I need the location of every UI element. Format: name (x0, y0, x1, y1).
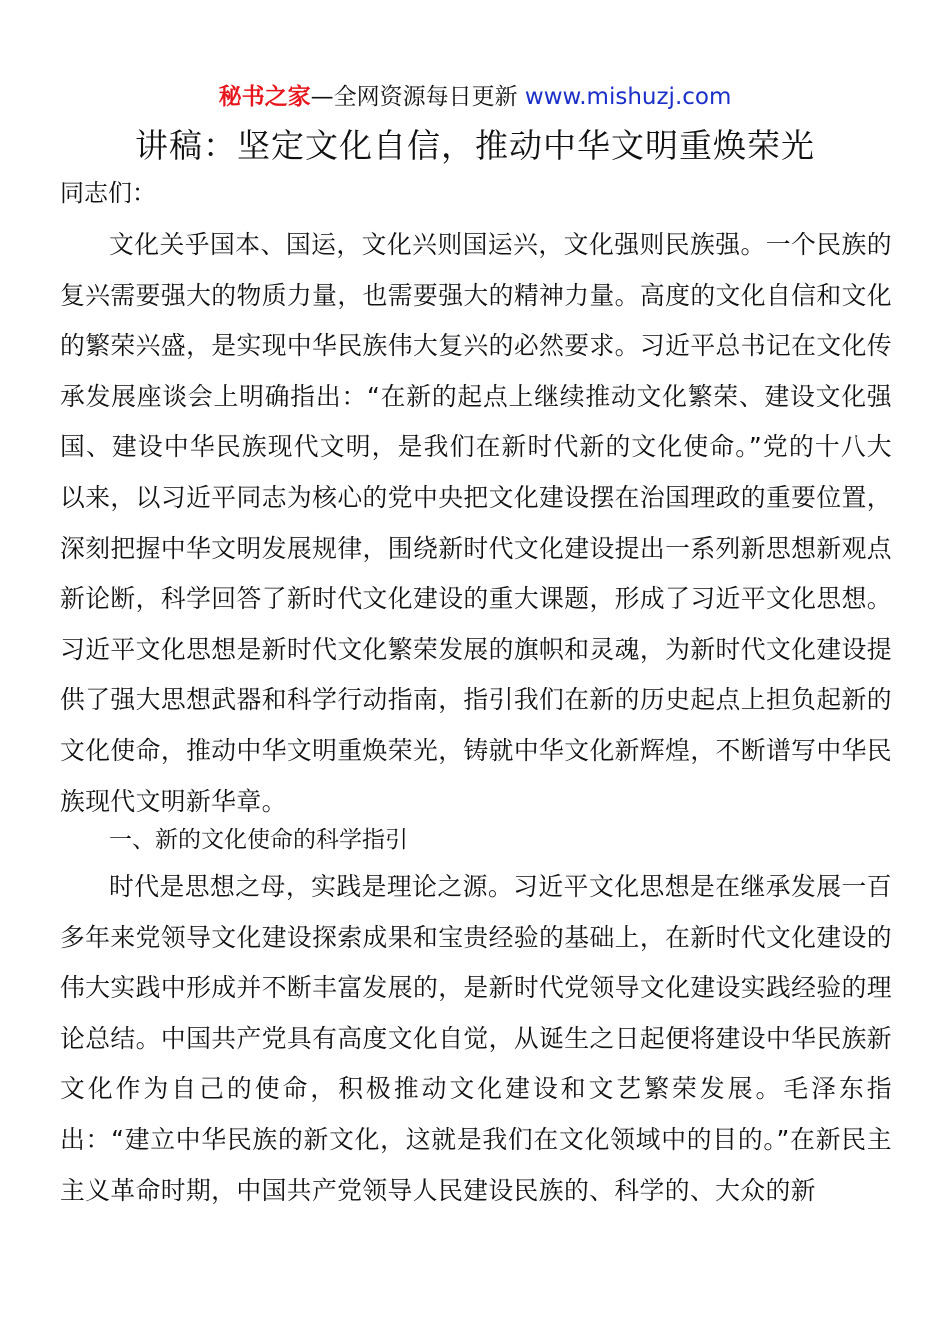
site-tagline: —全网资源每日更新 (310, 84, 525, 110)
greeting: 同志们： (60, 179, 156, 207)
body-paragraph: 时代是思想之母，实践是理论之源。习近平文化思想是在继承发展一百多年来党领导文化建设探索成果和宝贵经验的基础上，在新时代文化建设的伟大实践中形成并不断丰富发展的，是新时代党领导文化建设实践经验的理论总结。中国共产党具有高度文化自觉，从诞生之日起便将建设中华民族新文化作为自己的使命，积极推动文化建设和文艺繁荣发展。毛泽东指出：“建立中华民族的新文化，这就是我们在文化领域中的目的。”在新民主主义革命时期，中国共产党领导人民建设民族的、科学的、大众的新 (60, 872, 892, 1205)
section-heading: 一、新的文化使命的科学指引 (109, 827, 408, 853)
site-header (0, 82, 950, 112)
site-brand: 秘书之家 (218, 84, 311, 110)
site-url: www.mishuzj.com (524, 84, 732, 110)
document-title: 讲稿：坚定文化自信，推动中华文明重焕荣光 (135, 126, 815, 165)
body-paragraph: 文化关乎国本、国运，文化兴则国运兴，文化强则民族强。一个民族的复兴需要强大的物质力量，也需要强大的精神力量。高度的文化自信和文化的繁荣兴盛，是实现中华民族伟大复兴的必然要求。习近平总书记在文化传承发展座谈会上明确指出：“在新的起点上继续推动文化繁荣、建设文化强国、建设中华民族现代文明，是我们在新时代新的文化使命。”党的十八大以来，以习近平同志为核心的党中央把文化建设摆在治国理政的重要位置，深刻把握中华文明发展规律，围绕新时代文化建设提出一系列新思想新观点新论断，科学回答了新时代文化建设的重大课题，形成了习近平文化思想。习近平文化思想是新时代文化繁荣发展的旗帜和灵魂，为新时代文化建设提供了强大思想武器和科学行动指南，指引我们在新的历史起点上担负起新的文化使命，推动中华文明重焕荣光，铸就中华文化新辉煌，不断谱写中华民族现代文明新华章。 (60, 230, 892, 816)
